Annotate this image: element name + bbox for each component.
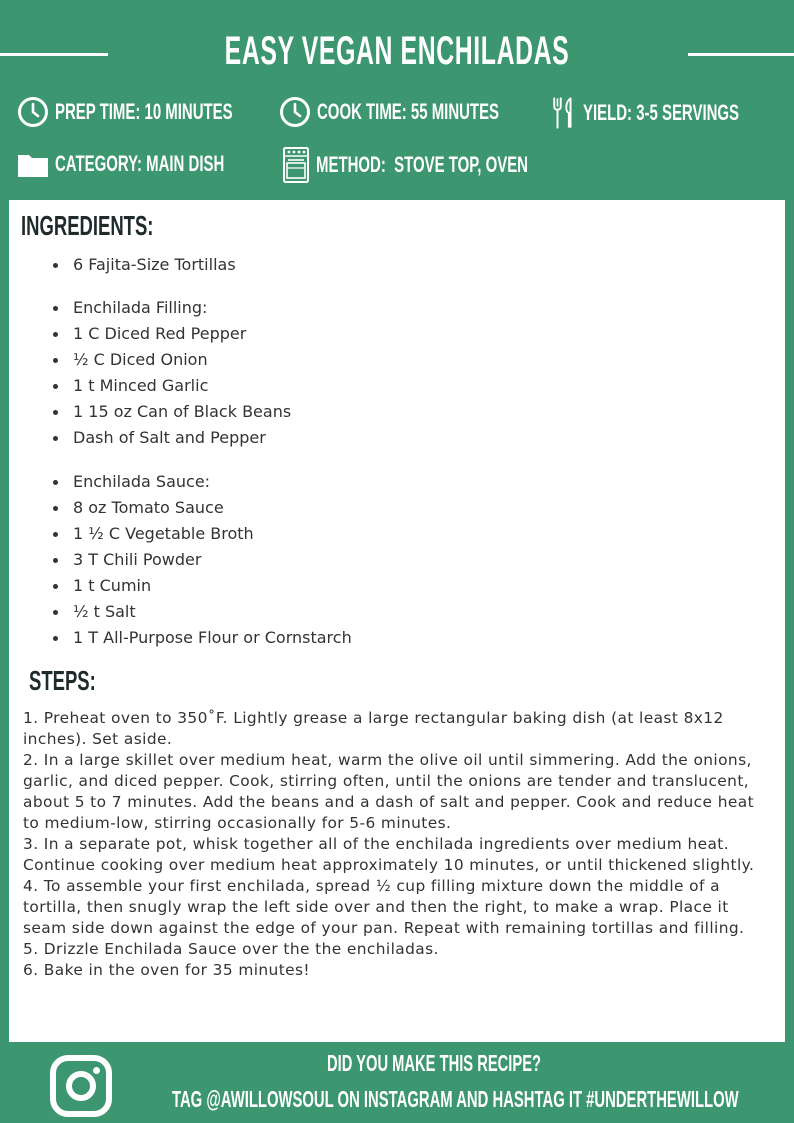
- step-item: 2. In a large skillet over medium heat, warm the olive oil until simmering. Add the onions, garlic, and diced pepper. Cook, stirring often, until the onions are tender and translucent, about 5 to 7 minutes. Add the beans and a dash of salt and pepper. Cook and reduce heat to medium-low, stirring occasionally for 5-6 minutes.: [23, 751, 754, 832]
- method-label: METHOD: STOVE TOP, OVEN: [316, 152, 528, 177]
- ingredient-list-filling: [51, 295, 291, 451]
- yield: [551, 93, 794, 133]
- clock-icon: [17, 96, 49, 128]
- method: [282, 146, 628, 184]
- list-item: 6 Fajita-Size Tortillas: [51, 252, 236, 278]
- ingredients-heading: INGREDIENTS:: [21, 210, 154, 241]
- fork-knife-icon: [551, 93, 577, 133]
- list-item: ½ t Salt: [51, 599, 352, 625]
- list-item: Enchilada Filling:: [51, 295, 291, 321]
- ingredient-list-tortillas: [51, 252, 236, 278]
- instagram-icon[interactable]: [50, 1055, 112, 1117]
- step-item: 3. In a separate pot, whisk together all of the enchilada ingredients over medium heat. Continue cooking over medium heat approximately 10 minutes, or until thickened slightly.: [23, 835, 755, 874]
- list-item: 1 ½ C Vegetable Broth: [51, 521, 352, 547]
- list-item: 1 t Cumin: [51, 573, 352, 599]
- folder-icon: [17, 148, 49, 180]
- list-item: 3 T Chili Powder: [51, 547, 352, 573]
- list-item: Dash of Salt and Pepper: [51, 425, 291, 451]
- recipe-card: [9, 200, 785, 1042]
- list-item: 8 oz Tomato Sauce: [51, 495, 352, 521]
- steps-list: [23, 708, 771, 981]
- step-item: 5. Drizzle Enchilada Sauce over the the enchiladas.: [23, 940, 439, 958]
- cook-time-label: COOK TIME: 55 MINUTES: [317, 99, 500, 124]
- list-item: 1 C Diced Red Pepper: [51, 321, 291, 347]
- title-bar: [0, 28, 794, 74]
- list-item: 1 T All-Purpose Flour or Cornstarch: [51, 625, 352, 651]
- prep-time: [17, 96, 316, 128]
- title-divider-left: [0, 53, 108, 56]
- category: [17, 148, 304, 180]
- recipe-title: EASY VEGAN ENCHILADAS: [224, 29, 570, 73]
- step-item: 1. Preheat oven to 350˚F. Lightly grease a large rectangular baking dish (at least 8x12 inches). Set aside.: [23, 709, 724, 748]
- steps-heading: STEPS:: [29, 665, 96, 696]
- prep-time-label: PREP TIME: 10 MINUTES: [55, 99, 233, 124]
- footer-question: DID YOU MAKE THIS RECIPE?: [327, 1050, 542, 1076]
- yield-label: YIELD: 3-5 SERVINGS: [583, 100, 740, 125]
- clock-icon: [279, 96, 311, 128]
- step-item: 4. To assemble your first enchilada, spread ½ cup filling mixture down the middle of a tortilla, then snugly wrap the left side over and then the right, to make a wrap. Place it seam side down against the edge of your pan. Repeat with remaining tortillas and filling.: [23, 877, 745, 937]
- ingredient-list-sauce: [51, 469, 352, 651]
- list-item: 1 15 oz Can of Black Beans: [51, 399, 291, 425]
- oven-icon: [282, 146, 310, 184]
- list-item: Enchilada Sauce:: [51, 469, 352, 495]
- cook-time: [279, 96, 585, 128]
- footer-tag-line: TAG @AWILLOWSOUL ON INSTAGRAM AND HASHTAG IT #UNDERTHEWILLOW: [172, 1086, 739, 1112]
- step-item: 6. Bake in the oven for 35 minutes!: [23, 961, 311, 979]
- title-divider-right: [688, 53, 794, 56]
- category-label: CATEGORY: MAIN DISH: [55, 151, 225, 176]
- list-item: 1 t Minced Garlic: [51, 373, 291, 399]
- list-item: ½ C Diced Onion: [51, 347, 291, 373]
